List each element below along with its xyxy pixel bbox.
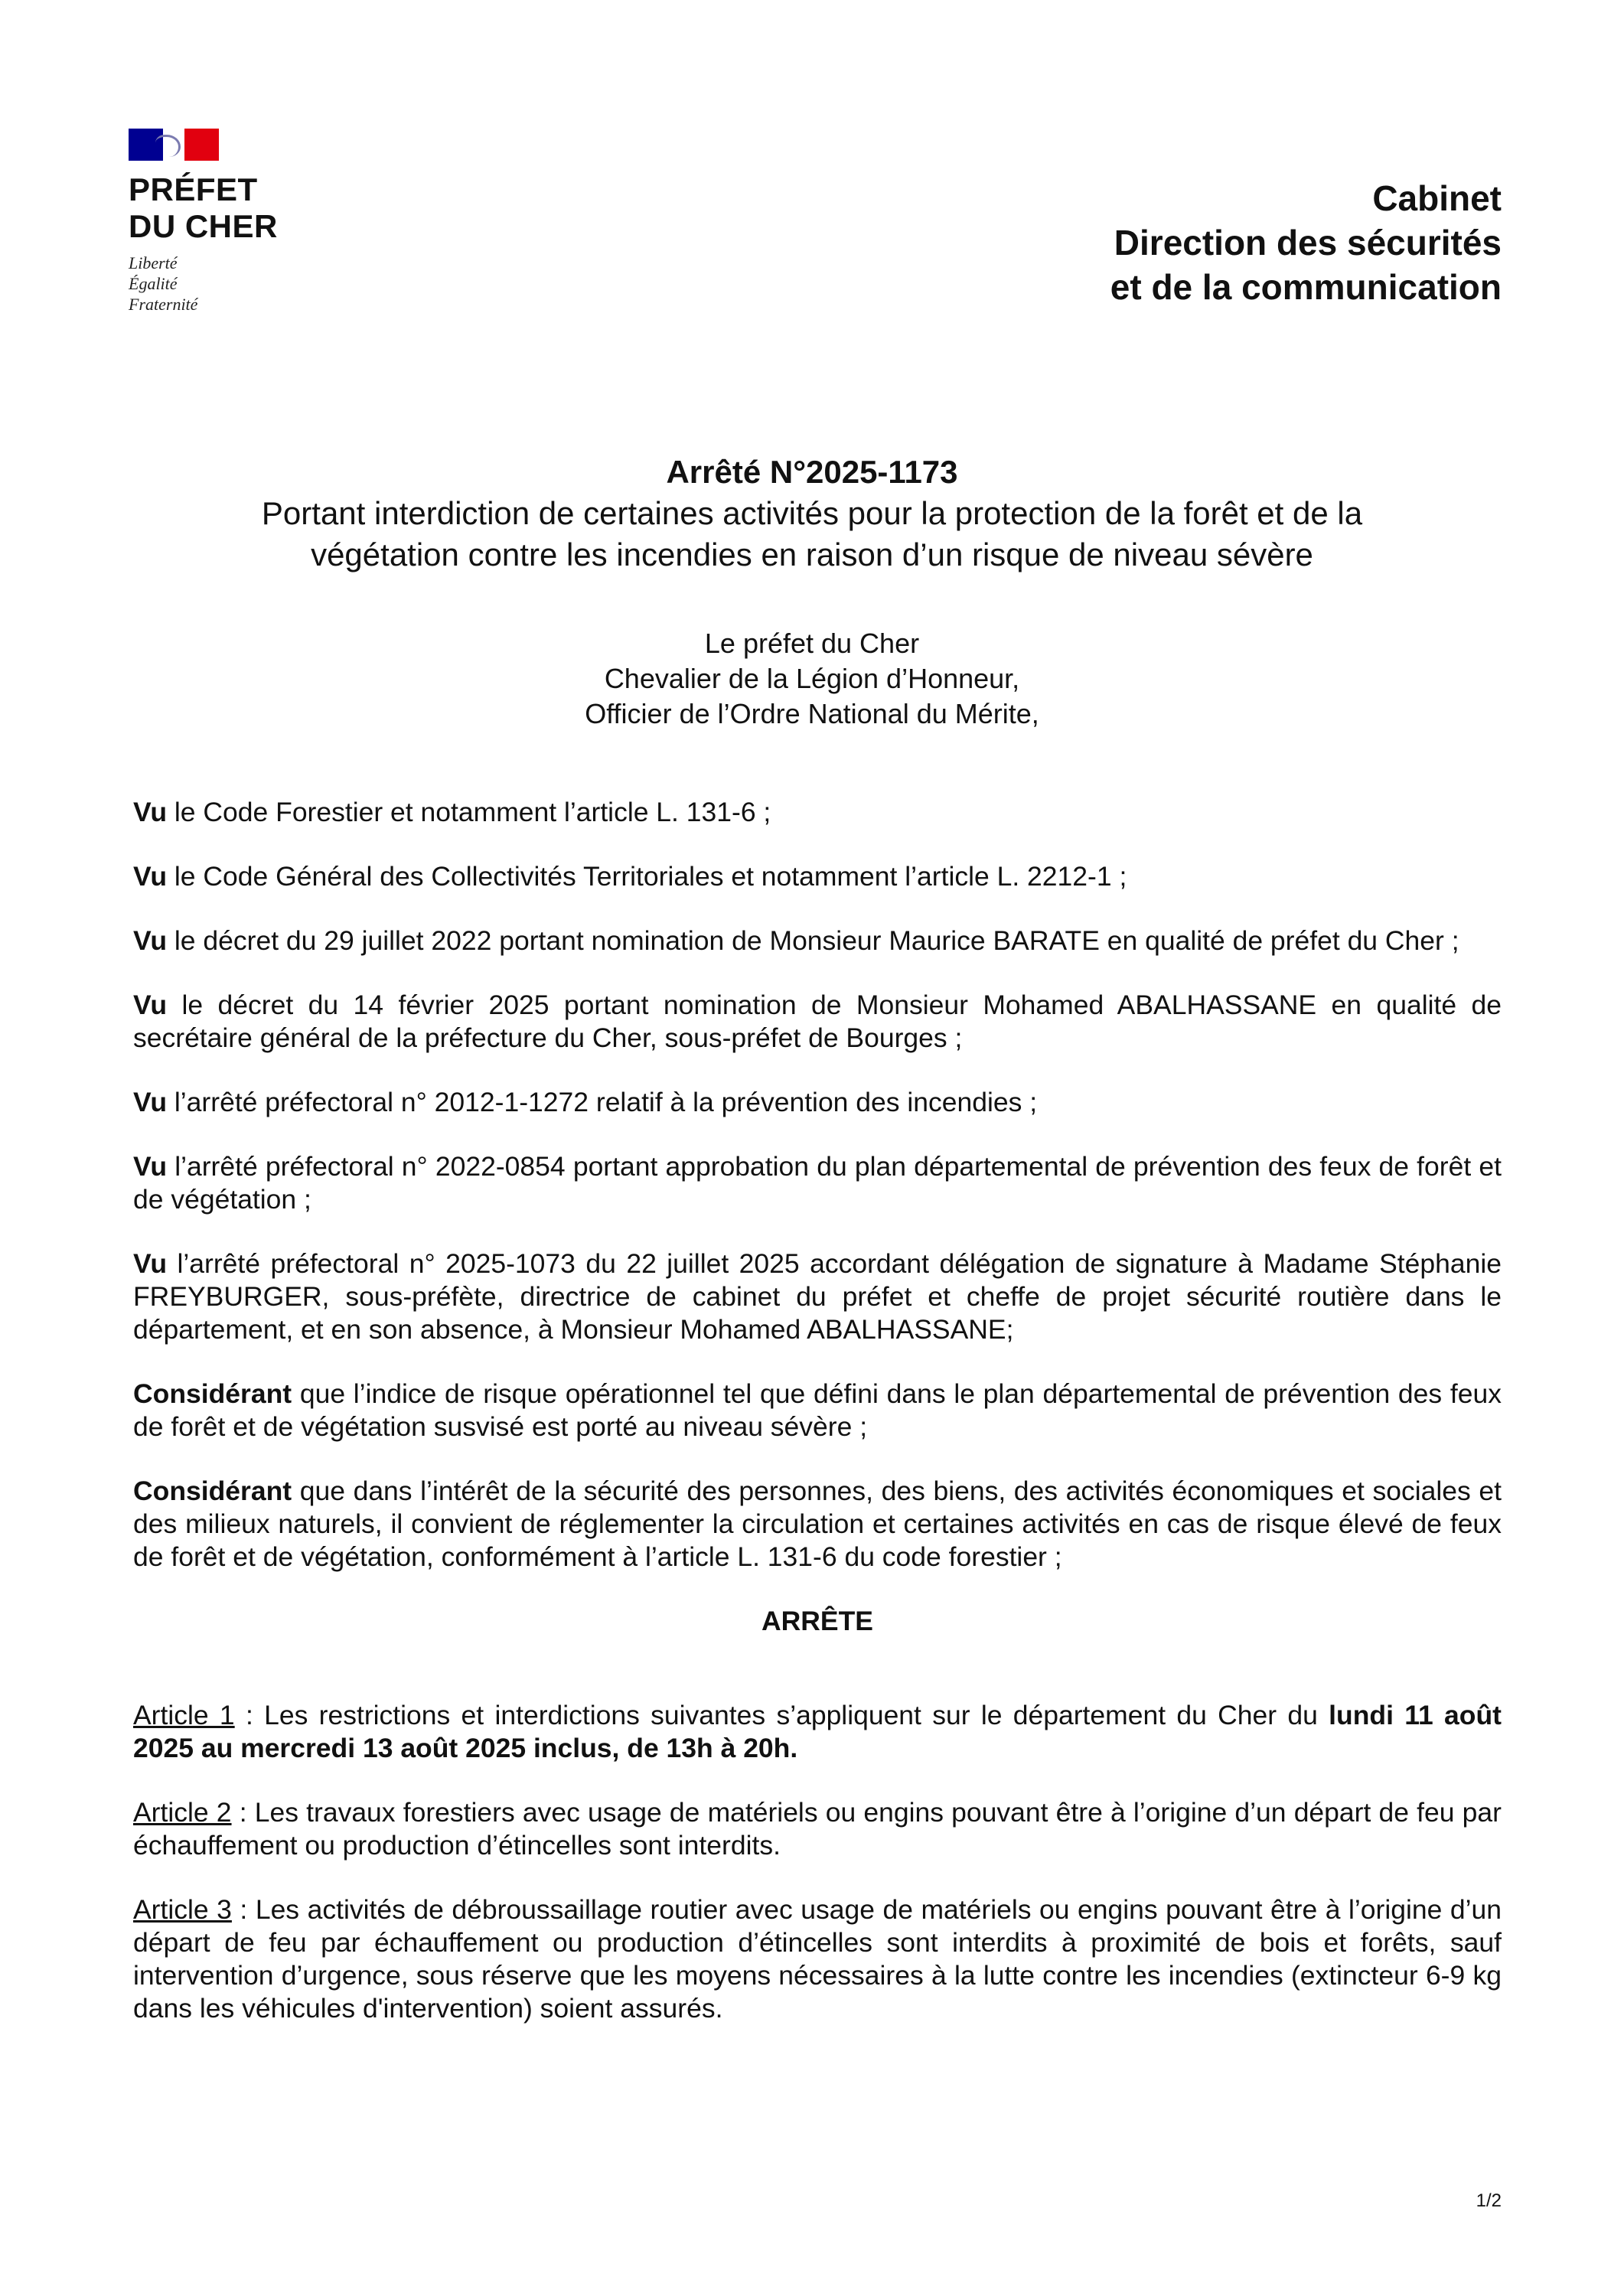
decree-number: Arrêté N°2025-1173 bbox=[666, 454, 958, 490]
logo-title: PRÉFET DU CHER bbox=[129, 171, 278, 244]
article-1: Article 1 : Les restrictions et interdictions suivantes s’appliquent sur le département du Cher du lundi 11 août 2025 au mercredi 13 août 2025 inclus, de 13h à 20h. bbox=[133, 1700, 1502, 1763]
article-2: Article 2 : Les travaux forestiers avec usage de matériels ou engins pouvant être à l’origine d’un départ de feu par échauffement ou production d’étincelles sont interdits. bbox=[133, 1797, 1502, 1861]
article-1-label: Article 1 bbox=[133, 1700, 235, 1730]
visa-paragraph: Vu le décret du 14 février 2025 portant nomination de Monsieur Mohamed ABALHASSANE en qualité de secrétaire général de la préfecture du Cher, sous-préfet de Bourges ; bbox=[133, 990, 1502, 1053]
republic-motto: Liberté Égalité Fraternité bbox=[129, 253, 198, 314]
visa-paragraph: Vu le décret du 29 juillet 2022 portant nomination de Monsieur Maurice BARATE en qualité de préfet du Cher ; bbox=[133, 925, 1459, 956]
page-number: 1/2 bbox=[1476, 2190, 1502, 2211]
decree-title bbox=[122, 452, 1502, 576]
considerant-paragraph: Considérant que l’indice de risque opérationnel tel que défini dans le plan départemental de prévention des feux de forêt et de végétation susvisé est porté au niveau sévère ; bbox=[133, 1378, 1502, 1442]
decree-body bbox=[133, 796, 1502, 2056]
service-heading: Cabinet Direction des sécurités et de la communication bbox=[1110, 178, 1502, 307]
visa-paragraph: Vu l’arrêté préfectoral n° 2022-0854 portant approbation du plan départemental de prévention des feux de forêt et de végétation ; bbox=[133, 1151, 1502, 1215]
visa-paragraph: Vu l’arrêté préfectoral n° 2025-1073 du 22 juillet 2025 accordant délégation de signature à Madame Stéphanie FREYBURGER, sous-préfète, directrice de cabinet du préfet et cheffe de projet sécurité routière dans le département, et en son absence, à Monsieur Mohamed ABALHASSANE; bbox=[133, 1248, 1502, 1345]
decree-subject-line-1: Portant interdiction de certaines activités pour la protection de la forêt et de la bbox=[261, 495, 1363, 531]
visa-paragraph: Vu le Code Forestier et notamment l’article L. 131-6 ; bbox=[133, 797, 771, 827]
article-3: Article 3 : Les activités de débroussaillage routier avec usage de matériels ou engins pouvant être à l’origine d’un départ de feu par échauffement ou production d’étincelles sont interdits à proximité de bois et forêts, sauf intervention d’urgence, sous réserve que les moyens nécessaires à la lutte contre les incendies (extincteur 6-9 kg dans les véhicules d'intervention) soient assurés. bbox=[133, 1894, 1502, 2024]
prefect-identity: Le préfet du Cher Chevalier de la Légion d’Honneur, Officier de l’Ordre National du Mérite, bbox=[585, 628, 1039, 729]
article-2-label: Article 2 bbox=[133, 1797, 232, 1828]
visa-paragraph: Vu l’arrêté préfectoral n° 2012-1-1272 relatif à la prévention des incendies ; bbox=[133, 1087, 1038, 1117]
marianne-flag-icon bbox=[129, 129, 219, 161]
article-3-label: Article 3 bbox=[133, 1894, 232, 1925]
considerant-paragraph: Considérant que dans l’intérêt de la sécurité des personnes, des biens, des activités économiques et sociales et des milieux naturels, il convient de réglementer la circulation et certaines activités en cas de risque élevé de feux de forêt et de végétation, conformément à l’article L. 131-6 du code forestier ; bbox=[133, 1476, 1502, 1572]
visa-paragraph: Vu le Code Général des Collectivités Territoriales et notamment l’article L. 2212-1 ; bbox=[133, 861, 1127, 892]
decree-subject-line-2: végétation contre les incendies en raison d’un risque de niveau sévère bbox=[311, 536, 1313, 572]
prefecture-logo bbox=[129, 129, 328, 315]
arrete-heading: ARRÊTE bbox=[761, 1606, 873, 1636]
